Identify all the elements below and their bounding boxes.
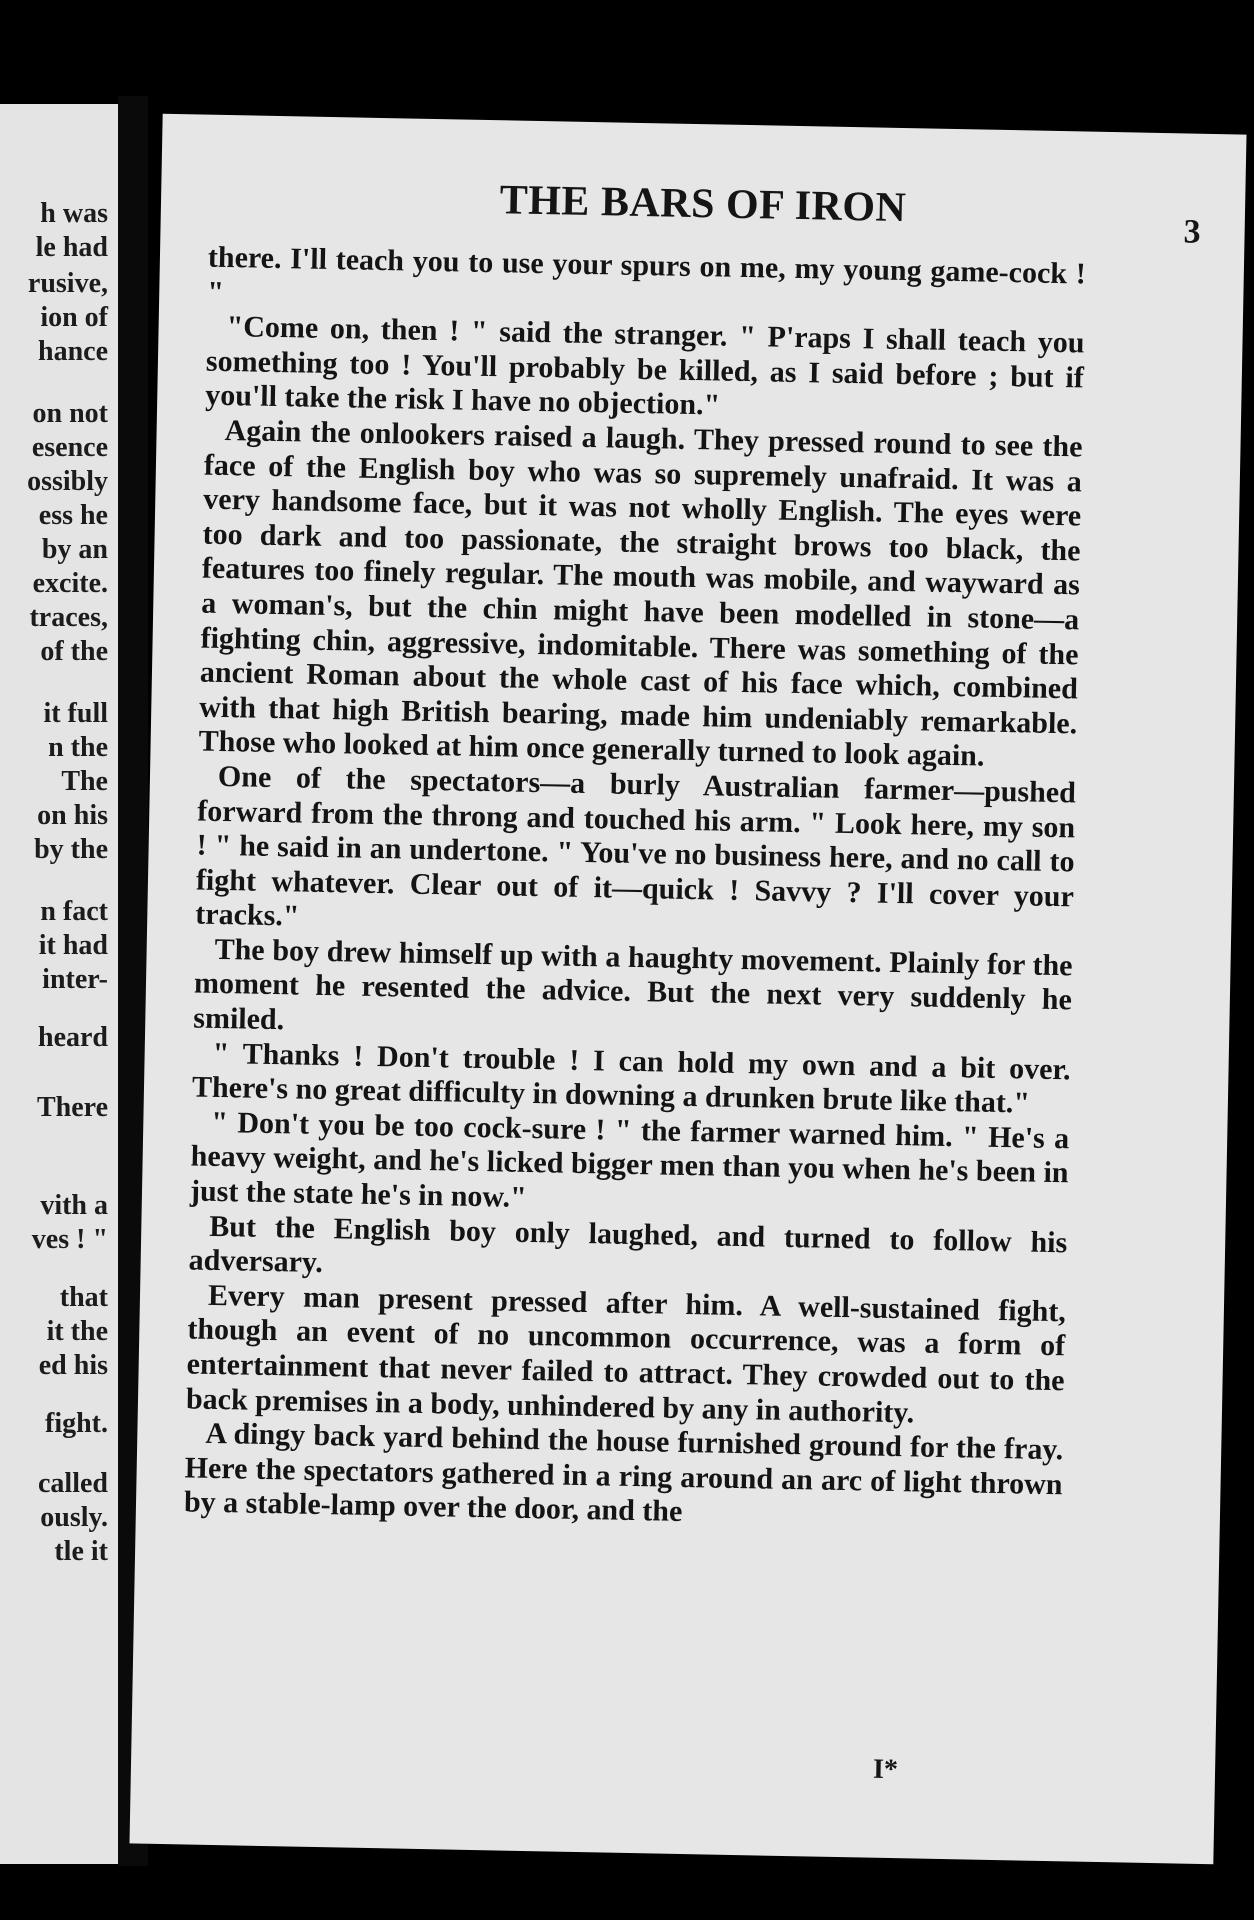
left-page-line: heard (38, 1022, 108, 1053)
paragraph: " Thanks ! Don't trouble ! I can hold my own and a bit over. There's no great difficulty in downing a drunken brute like that." (191, 1036, 1071, 1120)
left-page-line: h was (40, 198, 108, 229)
paragraph: But the English boy only laughed, and turned to follow his adversary. (188, 1209, 1068, 1280)
paragraph: A dingy back yard behind the house furnished ground for the fray. Here the spectators gathered in a ring around an arc of light thrown by a stable-lamp over the door, and the (183, 1417, 1064, 1529)
left-page-line: fight. (45, 1408, 108, 1439)
signature-mark: I* (872, 1753, 899, 1786)
left-page-line: tle it (54, 1536, 108, 1567)
book-page (129, 114, 1246, 1864)
left-page-line: n the (48, 732, 108, 763)
paragraph: there. I'll teach you to use your spurs on me, my young game-cock ! " (206, 240, 1087, 309)
left-page-line: ion of (40, 302, 108, 333)
left-page-line: n fact (40, 896, 108, 927)
left-page-line: le had (35, 232, 108, 263)
left-page-line: ves ! " (31, 1224, 108, 1255)
paragraph: "Come on, then ! " said the stranger. " P'raps I shall teach you something too ! You'll probably be killed, as I said before ; but if you'll take the risk I have no objection." (204, 310, 1085, 422)
body-text (184, 241, 1086, 1538)
left-page-line: ossibly (27, 466, 108, 497)
left-page-line: called (38, 1468, 108, 1499)
left-page-line: There (36, 1092, 108, 1123)
paragraph: One of the spectators—a burly Australian farmer—pushed forward from the throng and touched his arm. " Look here, my son ! " he said in an undertone. " You've no business here, and no call to fight whatever. Clear out of it—quick ! Savvy ? I'll cover your tracks." (195, 759, 1077, 933)
left-page-line: vith a (40, 1190, 108, 1221)
paragraph: " Don't you be too cock-sure ! " the farmer warned him. " He's a heavy weight, and he's licked bigger men than you when he's been in just the state he's in now." (189, 1105, 1070, 1214)
left-page-line: of the (40, 636, 108, 667)
left-page-line: it full (43, 698, 108, 729)
left-page-line: it had (38, 930, 108, 961)
left-page-line: ed his (38, 1350, 108, 1381)
paragraph: Again the onlookers raised a laugh. They pressed round to see the face of the English boy who was so supremely unafraid. It was a very handsome face, but it was not wholly English. The eyes were too dark and too passionate, the straight brows too black, the features too finely regular. The mouth was mobile, and wayward as a woman's, but the chin might have been modelled in stone—a fighting chin, aggressive, indomitable. There was something of the ancient Roman about the whole cast of his face which, combined with that high British bearing, made him undeniably remarkable. Those who looked at him once generally turned to look again. (198, 413, 1083, 773)
left-page-line: esence (31, 432, 108, 463)
left-page-line: hance (38, 336, 108, 367)
left-page-line: ously. (40, 1502, 108, 1533)
left-page-line: it the (46, 1316, 108, 1347)
paragraph: Every man present pressed after him. A well-sustained fight, though an event of no uncommon occurrence, was a form of entertainment that never failed to attract. They crowded out to the back premises in a body, unhindered by any in authority. (185, 1278, 1067, 1430)
left-page-line: rusive, (27, 268, 108, 299)
left-page-line: The (61, 766, 108, 797)
left-page-line: on not (32, 398, 108, 429)
running-head: THE BARS OF IRON (499, 177, 907, 232)
left-page-line: excite. (32, 568, 108, 599)
left-page-line: inter- (42, 964, 108, 995)
left-page-line: by an (41, 534, 108, 565)
left-page-line: by the (34, 834, 108, 865)
left-page-line: ess he (38, 500, 108, 531)
left-page (0, 104, 118, 1864)
paragraph: The boy drew himself up with a haughty movement. Plainly for the moment he resented the advice. But the next very suddenly he smiled. (193, 932, 1073, 1037)
page-number: 3 (1183, 213, 1201, 251)
left-page-line: on his (37, 800, 108, 831)
left-page-line: traces, (29, 602, 108, 633)
left-page-line: that (59, 1282, 108, 1313)
